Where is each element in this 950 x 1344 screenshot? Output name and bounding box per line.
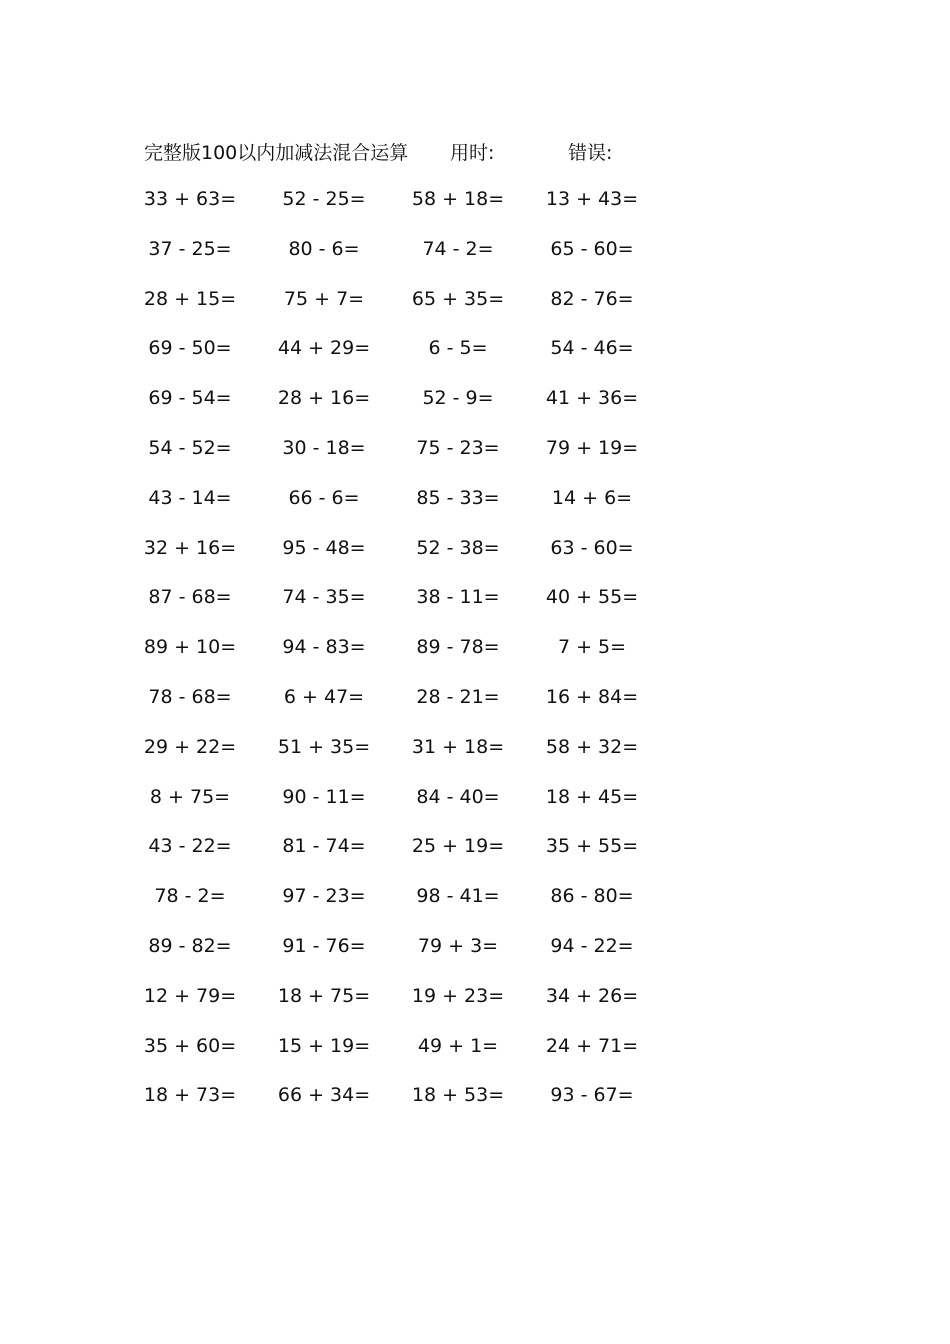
arithmetic-problem: 49 + 1= — [417, 1034, 499, 1057]
arithmetic-problem: 74 - 35= — [282, 586, 366, 609]
arithmetic-problem: 35 + 60= — [143, 1034, 237, 1057]
arithmetic-problem: 18 + 53= — [411, 1084, 505, 1107]
arithmetic-problem: 19 + 23= — [411, 984, 505, 1007]
arithmetic-problem: 79 + 19= — [545, 436, 639, 459]
arithmetic-problem: 31 + 18= — [411, 735, 505, 758]
arithmetic-problem: 98 - 41= — [416, 885, 500, 908]
arithmetic-problem: 52 - 25= — [282, 188, 366, 210]
problem-row — [0, 681, 950, 731]
arithmetic-problem: 89 + 10= — [143, 636, 237, 659]
arithmetic-problem: 51 + 35= — [277, 735, 371, 758]
problem-row — [0, 1079, 950, 1129]
arithmetic-problem: 95 - 48= — [282, 536, 366, 559]
problem-row — [0, 930, 950, 980]
arithmetic-problem: 89 - 82= — [148, 934, 232, 957]
arithmetic-problem: 97 - 23= — [282, 885, 366, 908]
arithmetic-problem: 87 - 68= — [148, 586, 232, 609]
arithmetic-problem: 58 + 32= — [545, 735, 639, 758]
worksheet-title: 完整版100以内加减法混合运算 — [144, 142, 409, 164]
arithmetic-problem: 32 + 16= — [143, 536, 237, 559]
arithmetic-problem: 54 - 52= — [148, 436, 232, 459]
arithmetic-problem: 18 + 73= — [143, 1084, 237, 1107]
arithmetic-problem: 85 - 33= — [416, 486, 500, 509]
problem-grid — [0, 183, 950, 1129]
arithmetic-problem: 14 + 6= — [551, 486, 633, 509]
arithmetic-problem: 16 + 84= — [545, 685, 639, 708]
arithmetic-problem: 80 - 6= — [288, 237, 360, 260]
arithmetic-problem: 7 + 5= — [557, 636, 627, 659]
arithmetic-problem: 34 + 26= — [545, 984, 639, 1007]
arithmetic-problem: 81 - 74= — [282, 835, 366, 858]
arithmetic-problem: 79 + 3= — [417, 934, 499, 957]
arithmetic-problem: 69 - 54= — [148, 387, 232, 410]
arithmetic-problem: 84 - 40= — [416, 785, 500, 808]
arithmetic-problem: 78 - 68= — [148, 685, 232, 708]
problem-row — [0, 332, 950, 382]
arithmetic-problem: 43 - 14= — [148, 486, 232, 509]
arithmetic-problem: 38 - 11= — [416, 586, 500, 609]
arithmetic-problem: 28 + 15= — [143, 287, 237, 310]
arithmetic-problem: 78 - 2= — [154, 885, 226, 908]
arithmetic-problem: 65 + 35= — [411, 287, 505, 310]
problem-row — [0, 482, 950, 532]
arithmetic-problem: 15 + 19= — [277, 1034, 371, 1057]
problem-row — [0, 283, 950, 333]
arithmetic-problem: 6 - 5= — [428, 337, 488, 360]
problem-row — [0, 980, 950, 1030]
arithmetic-problem: 63 - 60= — [550, 536, 634, 559]
arithmetic-problem: 82 - 76= — [550, 287, 634, 310]
arithmetic-problem: 91 - 76= — [282, 934, 366, 957]
arithmetic-problem: 41 + 36= — [545, 387, 639, 410]
arithmetic-problem: 69 - 50= — [148, 337, 232, 360]
arithmetic-problem: 75 - 23= — [416, 436, 500, 459]
problem-row — [0, 532, 950, 582]
arithmetic-problem: 33 + 63= — [143, 188, 237, 210]
arithmetic-problem: 43 - 22= — [148, 835, 232, 858]
arithmetic-problem: 90 - 11= — [282, 785, 366, 808]
arithmetic-problem: 6 + 47= — [283, 685, 365, 708]
problem-row — [0, 631, 950, 681]
worksheet-header — [0, 138, 950, 164]
arithmetic-problem: 58 + 18= — [411, 188, 505, 210]
arithmetic-problem: 66 + 34= — [277, 1084, 371, 1107]
arithmetic-problem: 40 + 55= — [545, 586, 639, 609]
problem-row — [0, 581, 950, 631]
arithmetic-problem: 66 - 6= — [288, 486, 360, 509]
problem-row — [0, 880, 950, 930]
arithmetic-problem: 35 + 55= — [545, 835, 639, 858]
arithmetic-problem: 89 - 78= — [416, 636, 500, 659]
errors-label: 错误: — [568, 142, 613, 164]
arithmetic-problem: 52 - 9= — [422, 387, 494, 410]
problem-row — [0, 731, 950, 781]
arithmetic-problem: 52 - 38= — [416, 536, 500, 559]
arithmetic-problem: 12 + 79= — [143, 984, 237, 1007]
arithmetic-problem: 18 + 45= — [545, 785, 639, 808]
arithmetic-problem: 18 + 75= — [277, 984, 371, 1007]
time-used-label: 用时: — [450, 142, 495, 164]
problem-row — [0, 183, 950, 233]
problem-row — [0, 432, 950, 482]
arithmetic-problem: 37 - 25= — [148, 237, 232, 260]
arithmetic-problem: 28 + 16= — [277, 387, 371, 410]
problem-row — [0, 781, 950, 831]
arithmetic-problem: 75 + 7= — [283, 287, 365, 310]
arithmetic-problem: 93 - 67= — [550, 1084, 634, 1107]
arithmetic-problem: 30 - 18= — [282, 436, 366, 459]
arithmetic-problem: 13 + 43= — [545, 188, 639, 210]
arithmetic-problem: 54 - 46= — [550, 337, 634, 360]
arithmetic-problem: 94 - 22= — [550, 934, 634, 957]
arithmetic-problem: 74 - 2= — [422, 237, 494, 260]
arithmetic-problem: 25 + 19= — [411, 835, 505, 858]
arithmetic-problem: 28 - 21= — [416, 685, 500, 708]
arithmetic-problem: 8 + 75= — [149, 785, 231, 808]
arithmetic-problem: 65 - 60= — [550, 237, 634, 260]
problem-row — [0, 382, 950, 432]
problem-row — [0, 233, 950, 283]
arithmetic-problem: 29 + 22= — [143, 735, 237, 758]
problem-row — [0, 1030, 950, 1080]
problem-row — [0, 830, 950, 880]
arithmetic-problem: 24 + 71= — [545, 1034, 639, 1057]
arithmetic-problem: 44 + 29= — [277, 337, 371, 360]
arithmetic-problem: 94 - 83= — [282, 636, 366, 659]
arithmetic-problem: 86 - 80= — [550, 885, 634, 908]
